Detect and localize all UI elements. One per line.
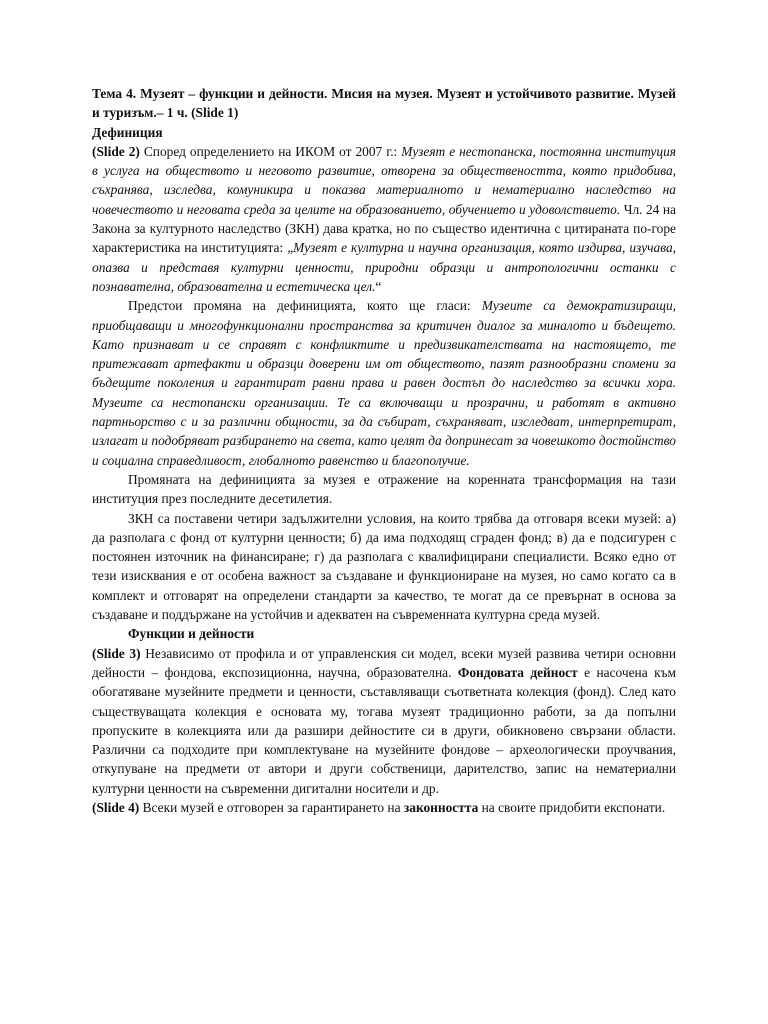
paragraph-text: на своите придобити експонати. (478, 799, 666, 815)
section-heading-functions: Функции и дейности (128, 626, 255, 642)
paragraph-transformation: Промяната на дефиницията за музея е отражение на коренната трансформация на тази институция през последните десетилетия. (92, 471, 676, 507)
paragraph-requirements: ЗКН са поставени четири задължителни условия, на които трябва да отговаря всеки музей: а) да разполага с фонд от културни ценности; б) да има подходящ сграден фонд; в) да е подсигурен с постоянен източник на финансиране; г) да разполага с квалифицирани специалисти. Всяко едно от тези изисквания е от особена важност за създаване и функциониране на музея, но само когато са в комплект и отговарят на определени стандарти за качество, те могат да се превърнат в основа за създаване и поддържане на устойчив и адекватен на съвременната културна среда музей. (92, 510, 676, 623)
quote-new-definition: Музеите са демократизиращи, приобщаващи и многофункционални пространства за критичен диалог за миналото и бъдещето. Като признават и се справят с конфликтите и предизвикателствата на настоящето, те притежават артефакти и образци доверени им от обществото, пазят разнообразни спомени за бъдещите поколения и гарантират равни права и равен достъп до наследство за всички хора. Музеите са нестопански организации. Те са включващи и прозрачни, и работят в активно партньорство с и за различни общности, за да събират, съхраняват, изследват, интерпретират, излагат и подобряват разбирането на света, като целят да допринесат за човешкото достойнство и социална справедливост, глобалното равенство и благополучие. (92, 298, 677, 468)
quote-icom-definition: Музеят е нестопанска, постоянна институция в услуга на обществото и неговото развитие, отворена за обществеността, която придобива, съхранява, изследва, комуникира и показва материалното и нематериално наследство на човечеството и неговата среда за целите на образованието, обучението и удоволствието. (92, 143, 676, 217)
slide-marker: (Slide 2) (92, 143, 140, 159)
document-body (92, 84, 676, 817)
term-legality: законността (403, 799, 479, 815)
paragraph-text: Според определението на ИКОМ от 2007 г.: (139, 143, 402, 159)
quote-law-definition: Музеят е културна и научна организация, която издирва, изучава, опазва и представя културни ценности, природни образци и антропологични останки с познавателна, образователна и естетическа цел. (92, 240, 676, 294)
section-heading-definition: Дефиниция (92, 124, 163, 140)
paragraph-text: е насочена към обогатяване музейните предмети и ценности, съставляващи съответната колекция (фонд). След като съществуващата колекция е основата му, тогава музеят традиционно работи, за да попълни пропуските в колекцията или да разшири дейностите си в други, обикновено свързани области. Различни са подходите при комплектуване на музейните фондове – археологически проучвания, откупуване на предмети от автори и други собственици, дарителство, запис на нематериални културни ценности на съвременни дигитални носители и др. (92, 664, 676, 796)
term-fund-activity: Фондовата дейност (457, 664, 578, 680)
topic-title: Тема 4. Музеят – функции и дейности. Мисия на музея. Музеят и устойчивото развитие. Музей и туризъм.– 1 ч. (Slide 1) (92, 86, 676, 121)
paragraph-activities (92, 644, 676, 798)
paragraph-text: Всеки музей е отговорен за гарантирането на (139, 799, 404, 815)
paragraph-definition-icom (92, 142, 676, 296)
closing-quote: “ (375, 278, 382, 294)
paragraph-new-definition (92, 296, 676, 470)
slide-marker: (Slide 4) (92, 799, 140, 815)
paragraph-text: Независимо от профила и от управленския си модел, всеки музей развива четири основни дейности – фондова, експозиционна, научна, образователна. (92, 645, 676, 680)
paragraph-legality (92, 798, 676, 817)
slide-marker: (Slide 3) (92, 645, 141, 661)
paragraph-text: Чл. 24 на Закона за културното наследство (ЗКН) дава кратка, но по същество идентична с цитираната по-горе характеристика на институцията: „ (92, 201, 676, 256)
paragraph-text: Предстои промяна на дефиницията, която ще гласи: (128, 298, 482, 314)
